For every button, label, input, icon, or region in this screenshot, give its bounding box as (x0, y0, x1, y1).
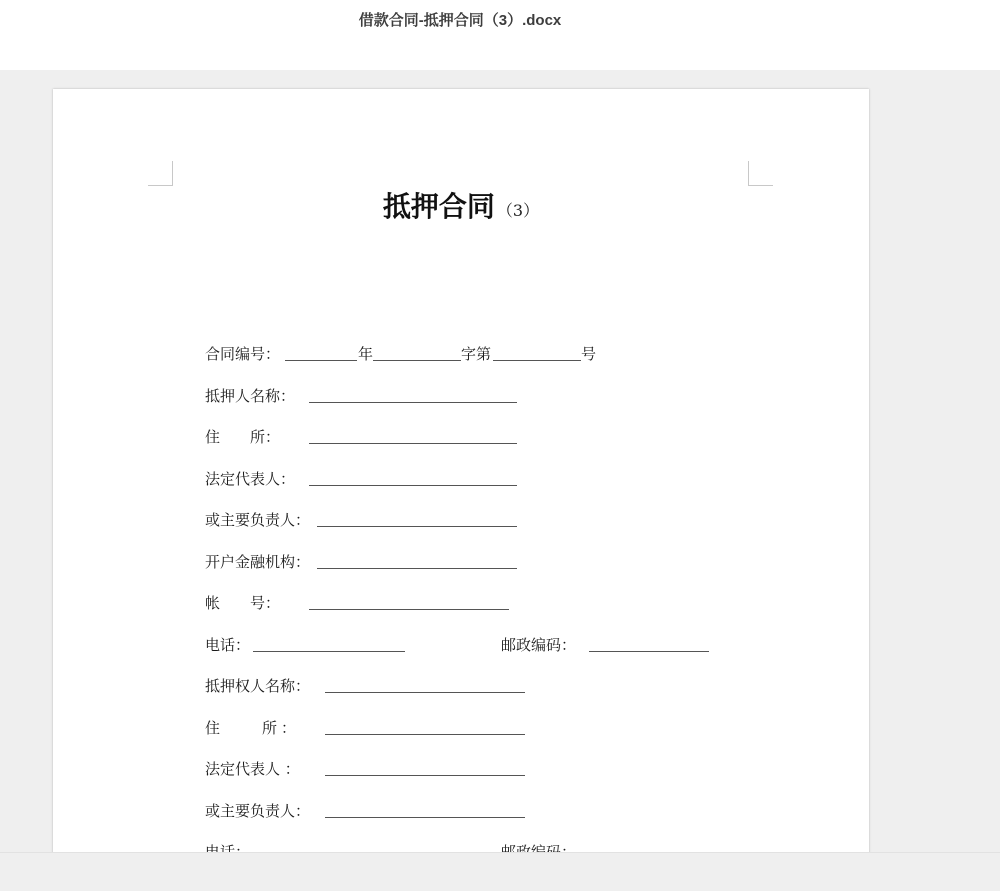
mortgagor-postcode-blank[interactable] (589, 651, 709, 652)
mortgagor-bank-row (205, 551, 585, 573)
contract-number-row (205, 343, 665, 365)
mortgagee-legal-rep-row (205, 758, 585, 780)
document-title (53, 185, 869, 225)
mortgagor-bank-label: 开户金融机构： (205, 553, 311, 571)
mortgagor-account-blank[interactable] (309, 609, 509, 610)
margin-corner-top-right (748, 161, 773, 186)
mortgagee-name-label: 抵押权人名称： (205, 677, 311, 695)
mortgagee-principal-blank[interactable] (325, 817, 525, 818)
document-title-main: 抵押合同 (382, 190, 495, 223)
mortgagor-phone-label: 电话： (205, 636, 251, 654)
mortgagor-name-blank[interactable] (309, 402, 517, 403)
mortgagor-bank-blank[interactable] (317, 568, 517, 569)
contract-number-char-blank[interactable] (373, 360, 461, 361)
mortgagor-principal-label: 或主要负责人： (205, 511, 311, 529)
title-bar (0, 0, 1000, 70)
contract-number-number-label: 号 (581, 345, 597, 363)
mortgagor-name-label: 抵押人名称： (205, 387, 296, 405)
mortgagee-principal-label: 或主要负责人： (205, 802, 311, 820)
document-workspace[interactable] (0, 70, 1000, 890)
mortgagor-account-row (205, 592, 585, 614)
mortgagor-legal-rep-blank[interactable] (309, 485, 517, 486)
mortgagor-principal-row (205, 509, 585, 531)
mortgagee-name-row (205, 675, 585, 697)
mortgagee-legal-rep-label: 法定代表人 ： (205, 760, 300, 778)
contract-number-char-label: 字第 (461, 345, 492, 363)
contract-number-label: 合同编号： (205, 345, 281, 363)
mortgagor-address-row (205, 426, 585, 448)
mortgagee-address-row (205, 717, 585, 739)
bottom-scroll-area (0, 852, 1000, 891)
mortgagee-legal-rep-blank[interactable] (325, 775, 525, 776)
mortgagor-account-label: 帐 号： (205, 594, 281, 612)
contract-number-number-blank[interactable] (493, 360, 581, 361)
mortgagor-contact-row (205, 634, 765, 656)
mortgagor-principal-blank[interactable] (317, 526, 517, 527)
mortgagor-name-row (205, 385, 585, 407)
margin-corner-top-left (148, 161, 173, 186)
mortgagor-phone-blank[interactable] (253, 651, 405, 652)
mortgagor-address-label: 住 所： (205, 428, 281, 446)
mortgagee-address-blank[interactable] (325, 734, 525, 735)
mortgagee-name-blank[interactable] (325, 692, 525, 693)
contract-number-prefix-blank[interactable] (285, 360, 357, 361)
mortgagor-legal-rep-row (205, 468, 585, 490)
mortgagee-principal-row (205, 800, 585, 822)
mortgagor-postcode-label: 邮政编码： (501, 636, 577, 654)
document-page[interactable] (53, 89, 869, 889)
mortgagee-address-label: 住 所： (205, 719, 301, 737)
contract-number-year-label: 年 (358, 345, 374, 363)
mortgagor-address-blank[interactable] (309, 443, 517, 444)
document-title-suffix: （3） (496, 201, 540, 220)
file-name: 借款合同-抵押合同（3）.docx (358, 12, 562, 29)
mortgagor-legal-rep-label: 法定代表人： (205, 470, 296, 488)
